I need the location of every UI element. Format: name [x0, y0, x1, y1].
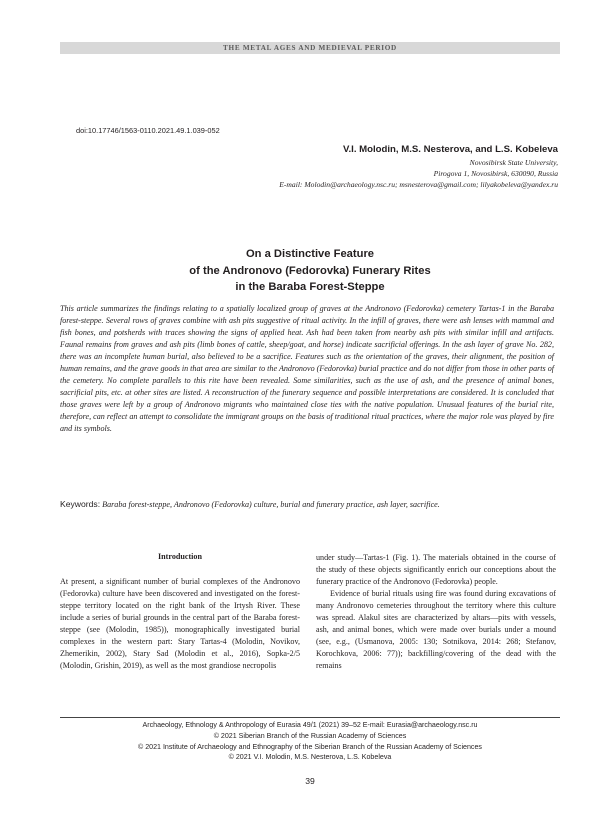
authors: V.I. Molodin, M.S. Nesterova, and L.S. Kobeleva — [342, 144, 558, 155]
page-number: 39 — [305, 776, 315, 786]
section-header-band — [60, 42, 560, 54]
intro-paragraph-1: At present, a significant number of burial complexes of the Andronovo (Fedorovka) culture have been discovered and investigated on the forest-steppe territory located on the right bank of the Irtysh River. These include a series of burial grounds in the central part of the Baraba forest-steppe (see (Molodin, 1985)), monographically investigated burial complexes in the western part: Stary Tartas-4 (Molodin, Novikov, Zhemerikin, 2002), Stary Sad (Molodin et al., 2016), Sopka-2/5 (Molodin, Grishin, 2019), as well as the most grandiose necropolis — [60, 577, 300, 670]
footer-divider — [60, 717, 560, 718]
keywords-text: Baraba forest-steppe, Andronovo (Fedorovka) culture, burial and funerary practice, ash layer, sacrifice. — [102, 500, 440, 509]
introduction-heading: Introduction — [158, 552, 202, 561]
affiliation-institution: Novosibirsk State University, — [469, 158, 558, 167]
footer-copyright-authors: © 2021 V.I. Molodin, M.S. Nesterova, L.S. Kobeleva — [228, 753, 392, 762]
intro-paragraph-2: under study—Tartas-1 (Fig. 1). The materials obtained in the course of the study of these objects significantly enrich our conceptions about the funerary practice of the Andronovo (Fedorovka) people. — [316, 553, 556, 586]
intro-paragraph-3: Evidence of burial rituals using fire was found during excavations of many Andronovo cemeteries throughout the territory where this culture was spread. Alakul sites are characterized by altars—pits with vessels, ash, and animal bones, which were made over burials under a mound (see, e.g., (Usmanova, 2005: 130; Sotnikova, 2014: 268; Stefanov, Korochkova, 2006: 77)); backfilling/covering of the dead with the remains — [316, 589, 556, 670]
article-title — [60, 246, 560, 296]
footer-copyright-sb-ras: © 2021 Siberian Branch of the Russian Academy of Sciences — [213, 731, 407, 740]
footer — [60, 720, 560, 763]
keywords-label: Keywords: — [60, 499, 101, 509]
abstract: This article summarizes the findings relating to a spatially localized group of graves at the Andronovo (Fedorovka) cemetery Tartas-1 in the Baraba forest-steppe. Several rows of graves combine with ash pits suggestive of ritual activity. In the infill of graves, there were ash lenses with mammal and fish bones, and potsherds with traces showing the signs of applied heat. Ash had been taken from nearby ash pits with similar infill and artifacts. Faunal remains from graves and ash pits (limb bones of cattle, sheep/goat, and horse) indicate sacrificial offerings. In the ash layer of grave No. 282, there was an incomplete human burial, also believed to be a sacrifice. Features such as the orientation of the graves, their alignment, the position of human remains, and the grave goods in that area are similar to the Andronovo (Fedorovka) burial practice and do not differ from those in other parts of the cemetery. No complete parallels to this rite have been revealed. Some similarities, such as the use of ash, and the presence of animal bones, sacrificial pits, etc. at other sites are listed. A reconstruction of the funerary sequence and possible interpretations are considered. It is concluded that those graves were left by a group of Andronovo migrants who maintained close ties with the native population. Unusual features of the burial rite, therefore, can reflect an attempt to consolidate the immigrant groups on the basis of traditional ritual practices, where the major role was played by fire and its symbols. — [60, 304, 554, 433]
title-line-2: of the Andronovo (Fedorovka) Funerary Rites — [189, 264, 431, 277]
title-line-3: in the Baraba Forest-Steppe — [235, 281, 385, 293]
left-column — [60, 576, 300, 672]
section-header-text: THE METAL AGES AND MEDIEVAL PERIOD — [223, 44, 397, 52]
affiliation-address: Pirogova 1, Novosibirsk, 630090, Russia — [433, 169, 558, 178]
affiliation-emails: E-mail: Molodin@archaeology.nsc.ru; msnesterova@gmail.com; lilyakobeleva@yandex.ru — [279, 180, 558, 189]
footer-copyright-iae: © 2021 Institute of Archaeology and Ethnography of the Siberian Branch of the Russian Academy of Sciences — [138, 742, 482, 751]
doi: doi:10.17746/1563-0110.2021.49.1.039-052 — [76, 126, 220, 135]
right-column — [316, 552, 556, 672]
affiliation — [279, 157, 558, 190]
footer-journal: Archaeology, Ethnology & Anthropology of Eurasia 49/1 (2021) 39–52 E-mail: Eurasia@archaeology.nsc.ru — [142, 721, 478, 729]
title-line-1: On a Distinctive Feature — [245, 248, 375, 260]
keywords — [60, 498, 554, 511]
